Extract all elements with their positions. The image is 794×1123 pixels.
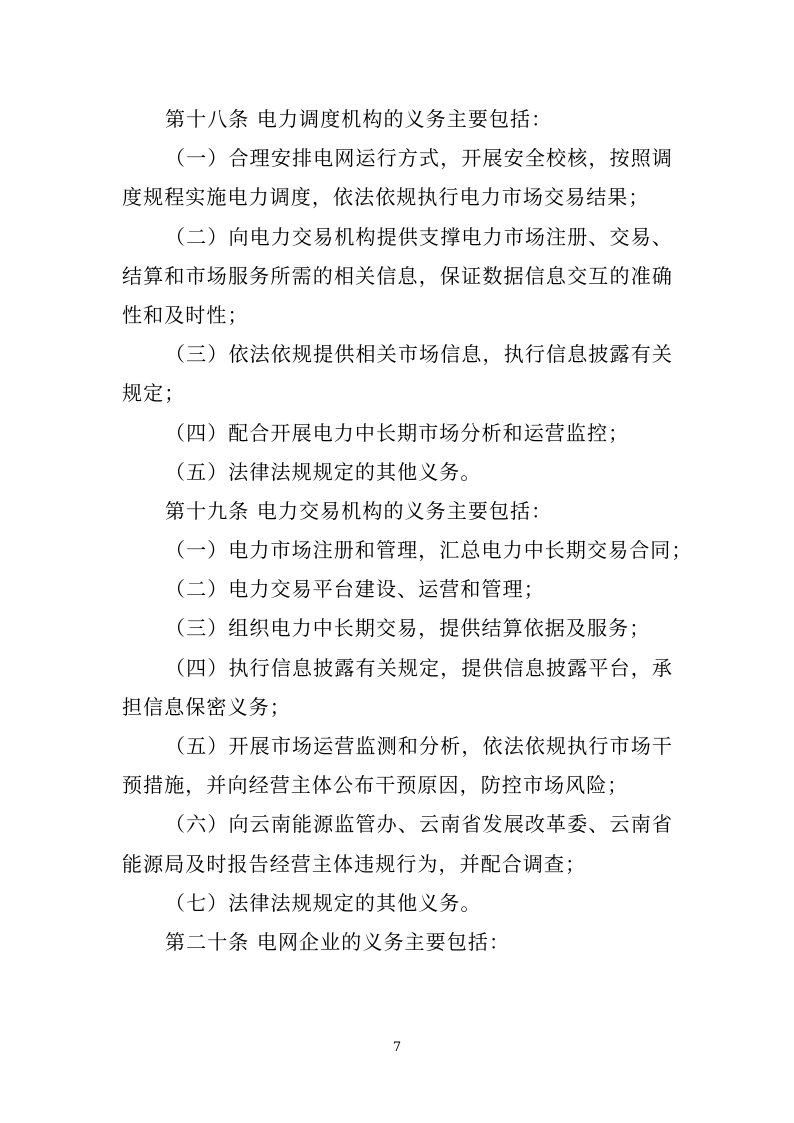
text-line: 第二十条 电网企业的义务主要包括： <box>165 929 511 954</box>
paragraph <box>122 570 673 609</box>
text-line: 担信息保密义务； <box>122 694 291 719</box>
text-line: （二）电力交易平台建设、运营和管理； <box>165 577 545 602</box>
text-line: 性和及时性； <box>122 302 249 327</box>
paragraph <box>122 609 673 648</box>
paragraph <box>122 531 693 570</box>
text-line: 第十八条 电力调度机构的义务主要包括： <box>165 107 553 131</box>
text-line: （四）执行信息披露有关规定，提供信息披露平台，承 <box>165 655 673 680</box>
text-line: （一）电力市场注册和管理，汇总电力中长期交易合同； <box>165 538 693 563</box>
page-number: 7 <box>392 1040 402 1055</box>
text-line: （二）向电力交易机构提供支撑电力市场注册、交易、 <box>165 224 673 249</box>
paragraph <box>122 414 673 453</box>
text-line: （四）配合开展电力中长期市场分析和运营监控； <box>165 420 630 445</box>
paragraph <box>122 100 673 139</box>
text-line: （六）向云南能源监管办、云南省发展改革委、云南省 <box>165 812 673 837</box>
text-line: （五）开展市场运营监测和分析，依法依规执行市场干 <box>165 734 673 758</box>
paragraph <box>122 884 673 923</box>
paragraph <box>122 727 673 805</box>
text-line: 第十九条 电力交易机构的义务主要包括： <box>165 498 553 523</box>
text-line: （一）合理安排电网运行方式，开展安全校核，按照调 <box>165 146 673 171</box>
paragraph <box>122 923 673 962</box>
text-line: （七）法律法规规定的其他义务。 <box>165 890 482 915</box>
paragraph <box>122 139 673 217</box>
paragraph <box>122 453 673 492</box>
text-line: （三）组织电力中长期交易，提供结算依据及服务； <box>165 616 651 641</box>
paragraph <box>122 492 673 531</box>
paragraph <box>122 218 673 336</box>
text-line: 度规程实施电力调度，依法依规执行电力市场交易结果； <box>122 185 650 210</box>
text-line: 规定； <box>122 381 186 406</box>
text-line: 结算和市场服务所需的相关信息，保证数据信息交互的准确 <box>122 263 673 288</box>
paragraph <box>122 335 673 413</box>
text-line: 能源局及时报告经营主体违规行为，并配合调查； <box>122 851 587 876</box>
paragraph <box>122 805 673 883</box>
text-line: 预措施，并向经营主体公布干预原因，防控市场风险； <box>122 773 629 798</box>
text-line: （三）依法依规提供相关市场信息，执行信息披露有关 <box>165 342 673 367</box>
document-body <box>122 100 693 962</box>
paragraph <box>122 649 673 727</box>
text-line: （五）法律法规规定的其他义务。 <box>165 459 482 484</box>
